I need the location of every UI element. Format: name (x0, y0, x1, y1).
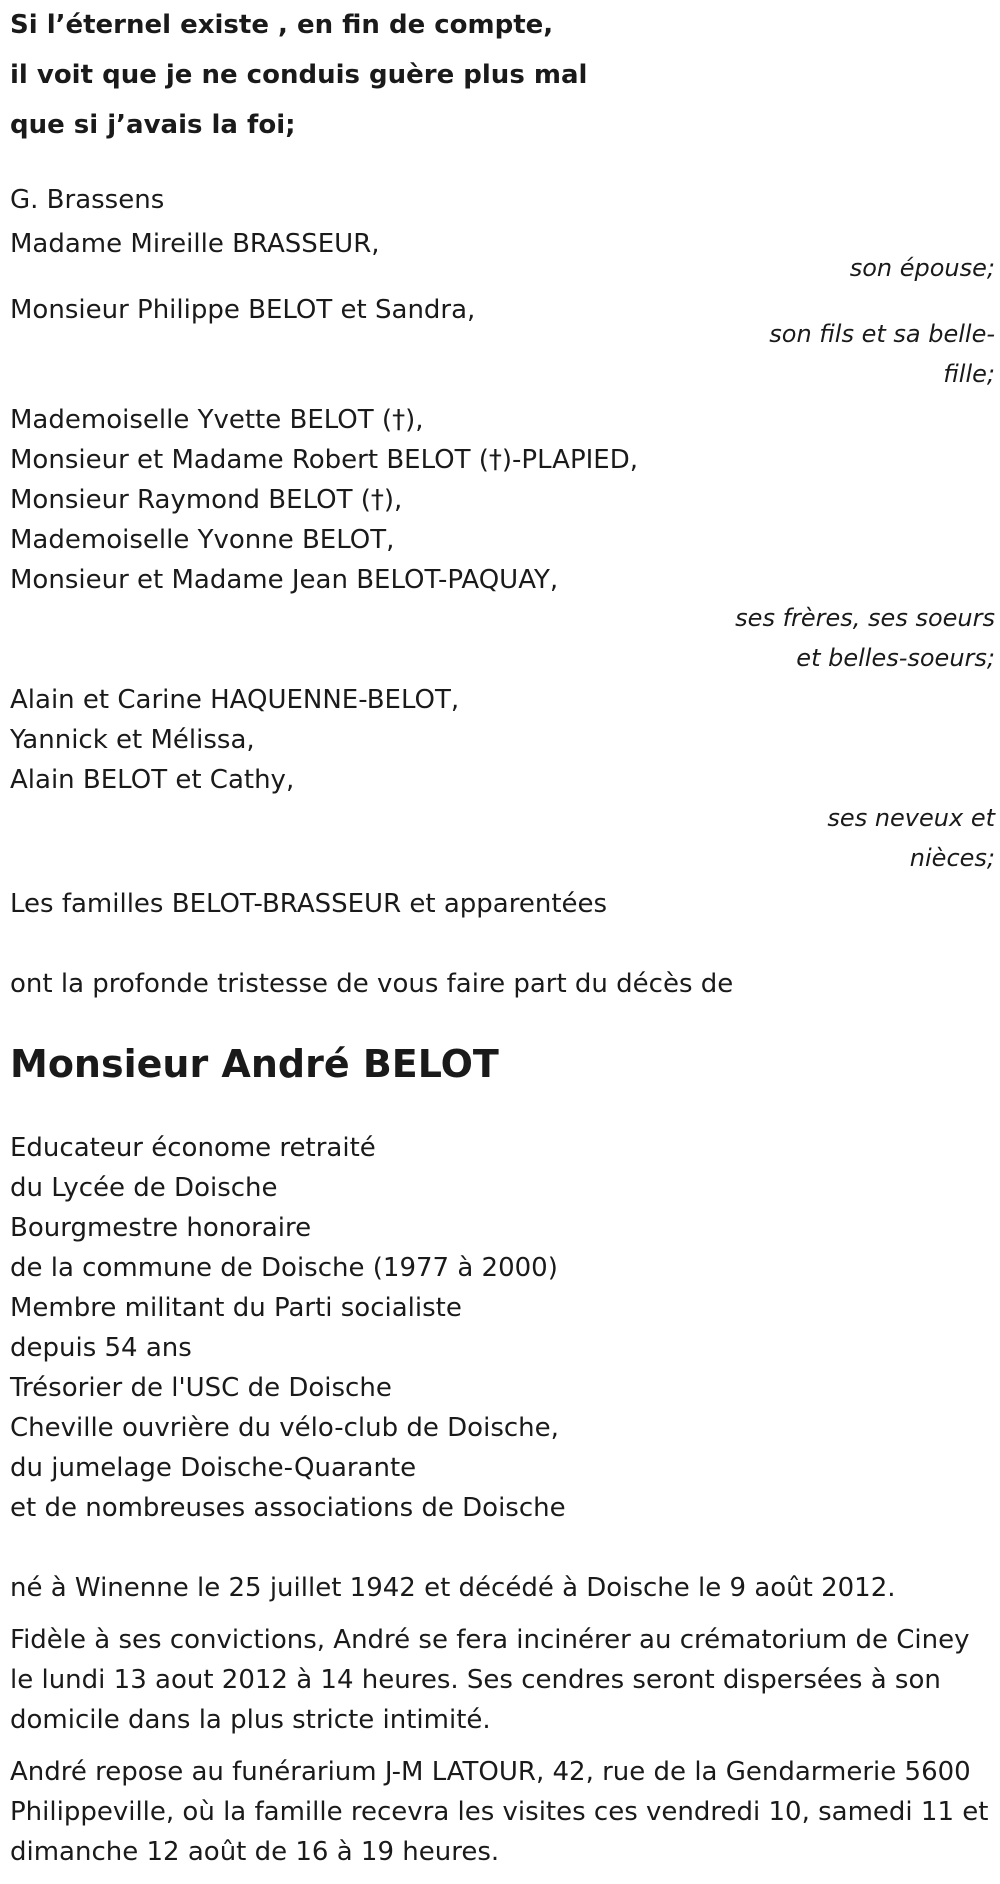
sibling-name: Monsieur et Madame Jean BELOT-PAQUAY, (10, 565, 559, 595)
announcement-text: ont la profonde tristesse de vous faire part du décès de (10, 969, 734, 999)
quote-line: que si j’avais la foi; (10, 110, 296, 140)
cremation-info: Fidèle à ses convictions, André se fera incinérer au crématorium de Ciney le lundi 13 aout 2012 à 14 heures. Ses cendres seront dispersées à son domicile dans la plus stricte intimité. (10, 1625, 970, 1735)
sibling-name: Mademoiselle Yvonne BELOT, (10, 525, 395, 555)
nephews-relation: ses neveux et nièces; (827, 804, 995, 872)
spouse-relation: son épouse; (849, 254, 995, 282)
title-line: de la commune de Doische (1977 à 2000) (10, 1253, 558, 1283)
son-name: Monsieur Philippe BELOT et Sandra, (10, 295, 476, 325)
family-spouse (10, 224, 995, 288)
obituary-notice (10, 0, 995, 1872)
title-line: du Lycée de Doische (10, 1173, 278, 1203)
quote-line: Si l’éternel existe , en fin de compte, (10, 10, 554, 40)
nephew-name: Alain et Carine HAQUENNE-BELOT, (10, 685, 460, 715)
deceased-titles (10, 1128, 995, 1528)
title-line: Educateur économe retraité (10, 1133, 376, 1163)
title-line: et de nombreuses associations de Doische (10, 1493, 566, 1523)
nephew-name: Yannick et Mélissa, (10, 725, 255, 755)
sibling-name: Monsieur Raymond BELOT (†), (10, 485, 403, 515)
family-siblings (10, 400, 995, 678)
title-line: Bourgmestre honoraire (10, 1213, 312, 1243)
title-line: depuis 54 ans (10, 1333, 192, 1363)
funeral-home-visits: André repose au funérarium J-M LATOUR, 42, rue de la Gendarmerie 5600 Philippeville, où la famille recevra les visites ces vendredi 10, samedi 11 et dimanche 12 août de 16 à 19 heures. (10, 1757, 989, 1867)
son-relation: son fils et sa belle-fille; (769, 320, 995, 388)
deceased-name: Monsieur André BELOT (10, 1042, 499, 1086)
families-line: Les familles BELOT-BRASSEUR et apparentées (10, 889, 608, 919)
quote-author: G. Brassens (10, 185, 165, 215)
spouse-name: Madame Mireille BRASSEUR, (10, 229, 380, 259)
nephew-name: Alain BELOT et Cathy, (10, 765, 295, 795)
title-line: Cheville ouvrière du vélo-club de Doische, (10, 1413, 559, 1443)
epigraph-quote (10, 0, 995, 150)
family-nephews (10, 680, 995, 878)
siblings-relation: ses frères, ses soeurs et belles-soeurs; (735, 604, 995, 672)
title-line: Membre militant du Parti socialiste (10, 1293, 462, 1323)
title-line: Trésorier de l'USC de Doische (10, 1373, 392, 1403)
birth-death-dates: né à Winenne le 25 juillet 1942 et décédé à Doische le 9 août 2012. (10, 1573, 896, 1603)
family-son (10, 290, 995, 394)
quote-line: il voit que je ne conduis guère plus mal (10, 60, 588, 90)
sibling-name: Mademoiselle Yvette BELOT (†), (10, 405, 424, 435)
title-line: du jumelage Doische-Quarante (10, 1453, 417, 1483)
sibling-name: Monsieur et Madame Robert BELOT (†)-PLAPIED, (10, 445, 639, 475)
